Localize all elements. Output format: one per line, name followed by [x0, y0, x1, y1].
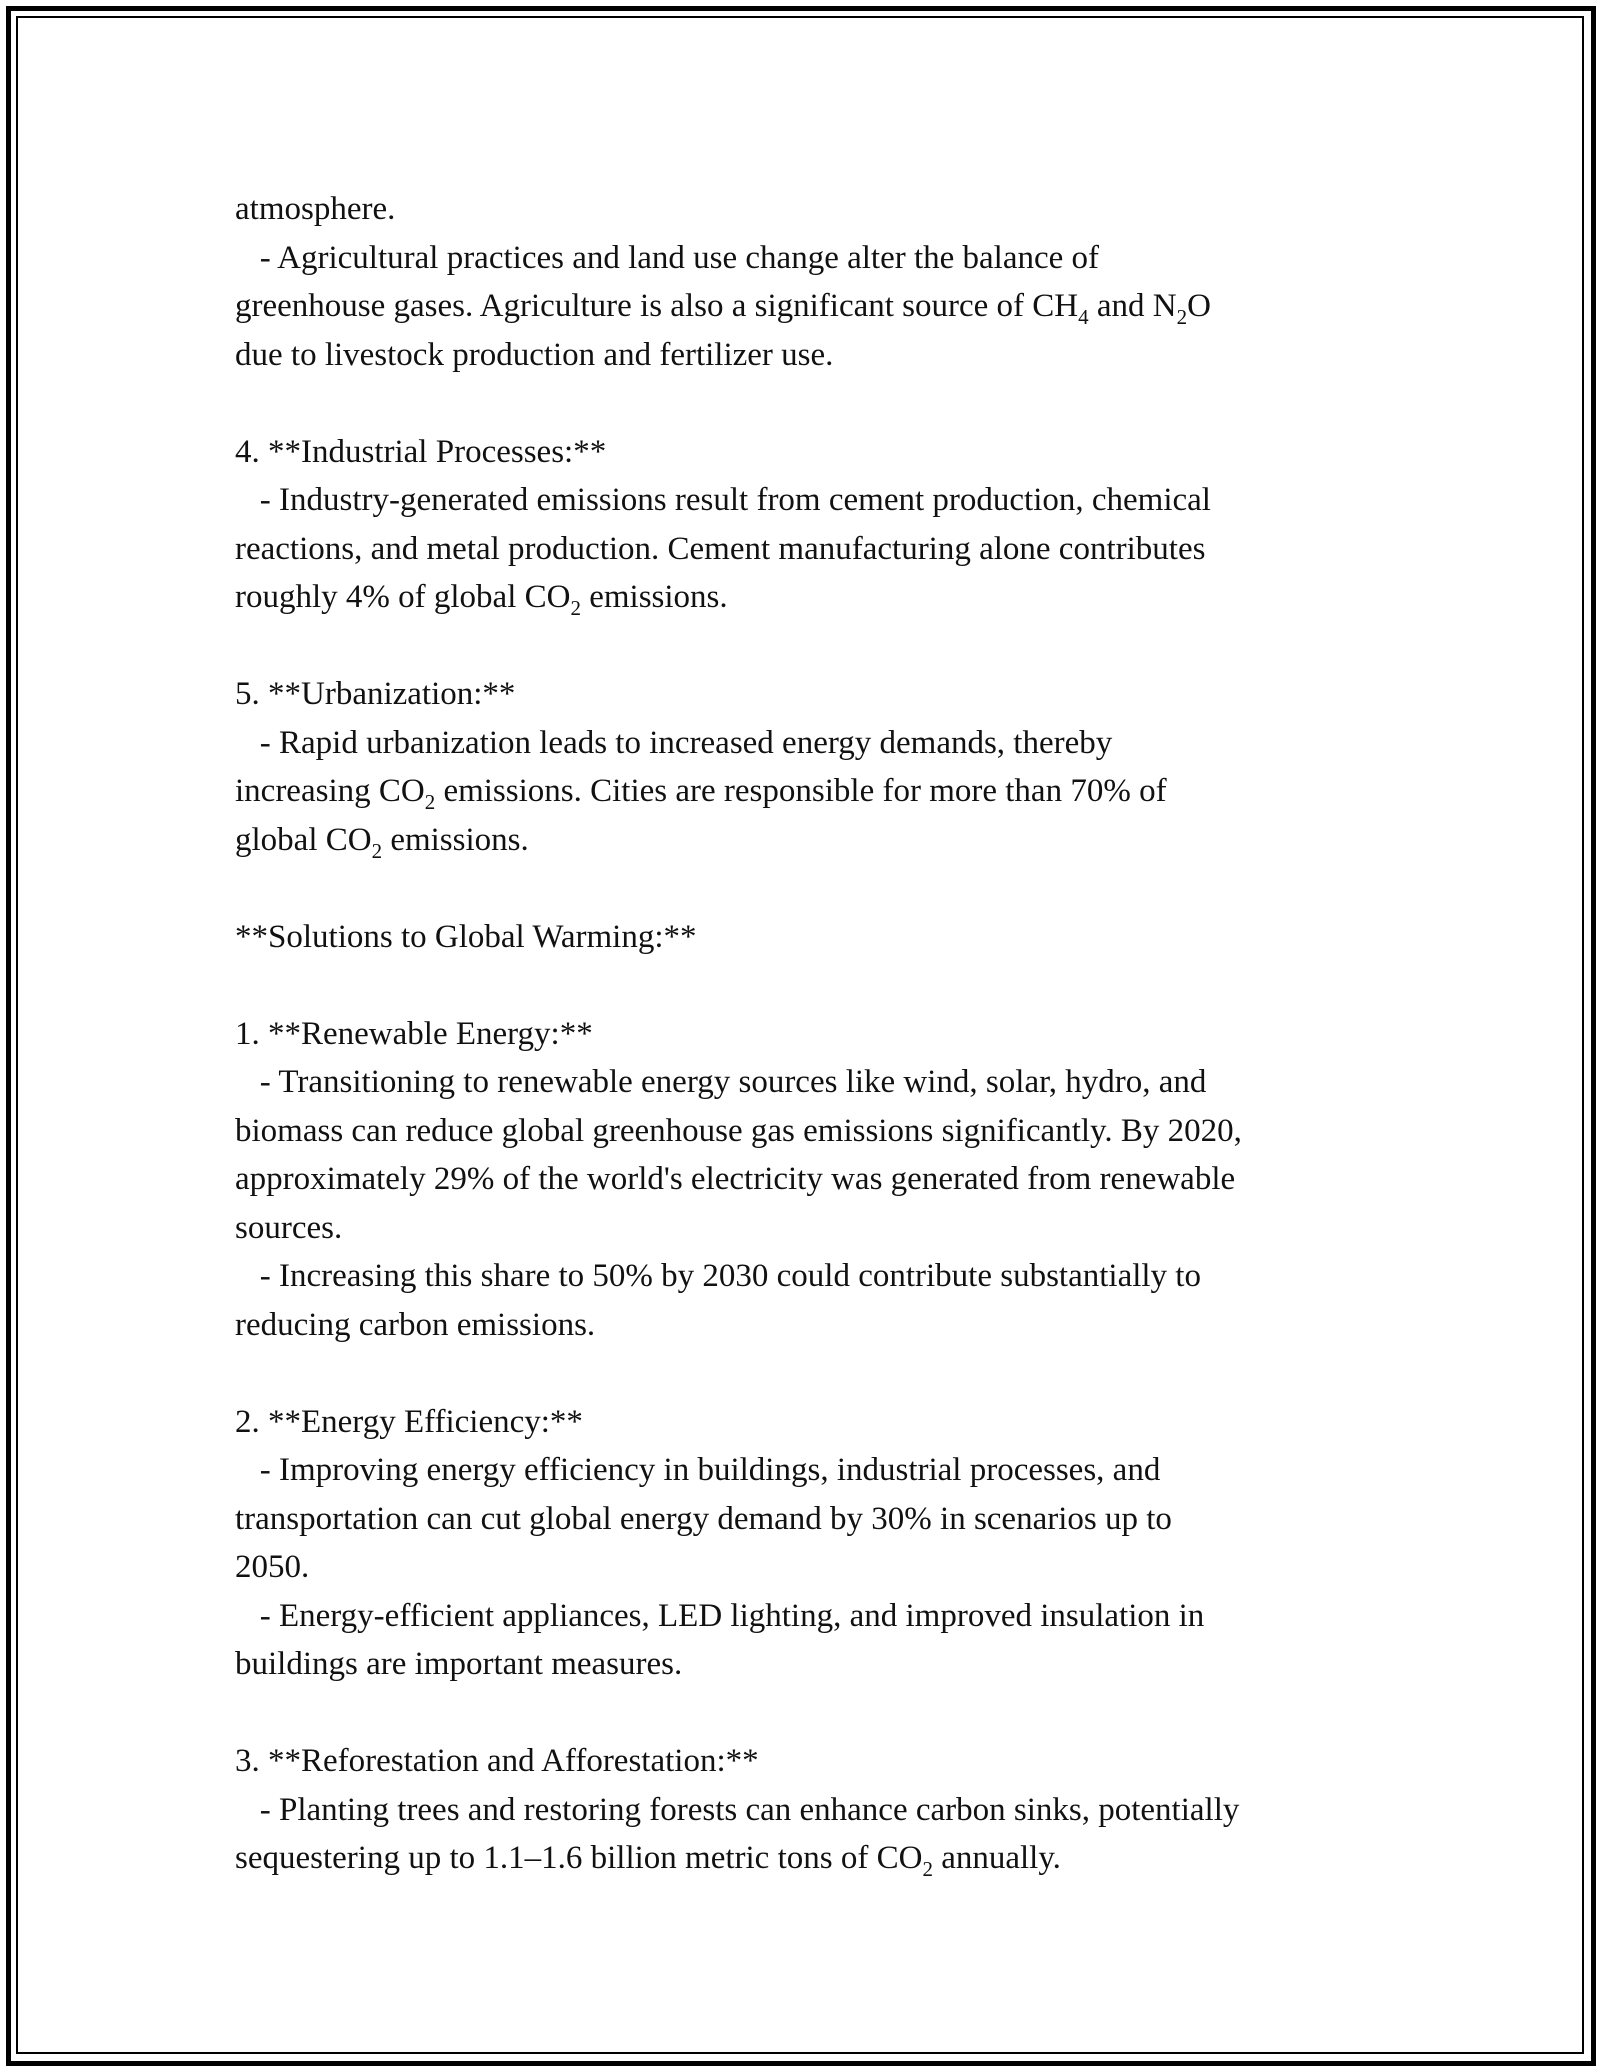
text-line — [235, 1204, 1375, 1253]
text-line — [235, 476, 1375, 525]
text-line — [235, 1737, 1375, 1786]
text-run: global CO — [235, 821, 372, 858]
text-line — [235, 1252, 1375, 1301]
text-run: - Improving energy efficiency in buildings, industrial processes, and — [235, 1452, 1161, 1488]
blank-line — [235, 622, 1375, 671]
text-line — [235, 234, 1375, 283]
text-run: approximately 29% of the world's electricity was generated from renewable — [235, 1161, 1236, 1197]
text-run: atmosphere. — [235, 191, 396, 227]
text-run: - Industry-generated emissions result from cement production, chemical — [235, 482, 1211, 518]
text-line — [235, 1155, 1375, 1204]
text-run: 2. **Energy Efficiency:** — [235, 1403, 583, 1440]
text-line — [235, 1301, 1375, 1350]
text-run: buildings are important measures. — [235, 1646, 683, 1682]
text-run: - Transitioning to renewable energy sources like wind, solar, hydro, and — [235, 1064, 1207, 1100]
text-line — [235, 525, 1375, 574]
text-run: - Energy-efficient appliances, LED lighting, and improved insulation in — [235, 1597, 1205, 1634]
text-run: greenhouse gases. Agriculture is also a significant source of CH — [235, 288, 1079, 324]
text-run: emissions. — [382, 821, 529, 858]
text-line — [235, 185, 1375, 234]
text-run: 3. **Reforestation and Afforestation:** — [235, 1743, 759, 1779]
text-run: O — [1187, 288, 1211, 324]
text-run: emissions. Cities are responsible for more than 70% of — [435, 773, 1167, 809]
text-line — [235, 1398, 1375, 1447]
text-run: 5. **Urbanization:** — [235, 676, 516, 712]
text-line — [235, 1446, 1375, 1495]
text-run: sequestering up to 1.1–1.6 billion metric tons of CO — [235, 1840, 923, 1876]
text-line — [235, 1010, 1375, 1059]
blank-line — [235, 1349, 1375, 1398]
text-run: reactions, and metal production. Cement manufacturing alone contributes — [235, 530, 1206, 567]
text-line — [235, 573, 1375, 622]
text-line — [235, 1543, 1375, 1592]
blank-line — [235, 1689, 1375, 1738]
text-run: transportation can cut global energy demand by 30% in scenarios up to — [235, 1500, 1172, 1537]
text-line — [235, 719, 1375, 768]
text-line — [235, 1058, 1375, 1107]
text-run: reducing carbon emissions. — [235, 1306, 596, 1343]
text-run: biomass can reduce global greenhouse gas emissions significantly. By 2020, — [235, 1112, 1242, 1149]
text-line — [235, 913, 1375, 962]
text-line — [235, 282, 1375, 331]
subscript: 2 — [371, 838, 383, 863]
text-run: - Planting trees and restoring forests can enhance carbon sinks, potentially — [235, 1791, 1240, 1828]
text-line — [235, 331, 1375, 380]
text-run: - Increasing this share to 50% by 2030 could contribute substantially to — [235, 1258, 1201, 1294]
blank-line — [235, 379, 1375, 428]
text-line — [235, 1786, 1375, 1835]
text-run: 2050. — [235, 1549, 310, 1585]
text-run: annually. — [932, 1840, 1061, 1876]
text-run: **Solutions to Global Warming:** — [235, 918, 697, 955]
text-run: emissions. — [580, 579, 728, 615]
text-run: roughly 4% of global CO — [235, 579, 571, 615]
blank-line — [235, 961, 1375, 1010]
text-run: sources. — [235, 1209, 343, 1246]
text-run: and N — [1088, 288, 1177, 324]
text-run: 1. **Renewable Energy:** — [235, 1015, 593, 1052]
blank-line — [235, 864, 1375, 913]
text-line — [235, 1640, 1375, 1689]
text-line — [235, 1495, 1375, 1544]
subscript: 4 — [1078, 305, 1089, 329]
text-line — [235, 767, 1375, 816]
subscript: 2 — [922, 1857, 933, 1881]
text-run: increasing CO — [235, 773, 425, 809]
subscript: 2 — [424, 790, 436, 814]
subscript: 2 — [1176, 305, 1188, 329]
text-line — [235, 1107, 1375, 1156]
document-body — [235, 185, 1375, 1883]
text-line — [235, 428, 1375, 477]
text-run: 4. **Industrial Processes:** — [235, 433, 607, 470]
text-run: due to livestock production and fertilizer use. — [235, 336, 834, 373]
text-line — [235, 1834, 1375, 1883]
subscript: 2 — [570, 596, 581, 620]
text-line — [235, 1592, 1375, 1641]
text-line — [235, 816, 1375, 865]
text-line — [235, 670, 1375, 719]
text-run: - Agricultural practices and land use change alter the balance of — [235, 239, 1100, 276]
text-run: - Rapid urbanization leads to increased energy demands, thereby — [235, 724, 1113, 761]
